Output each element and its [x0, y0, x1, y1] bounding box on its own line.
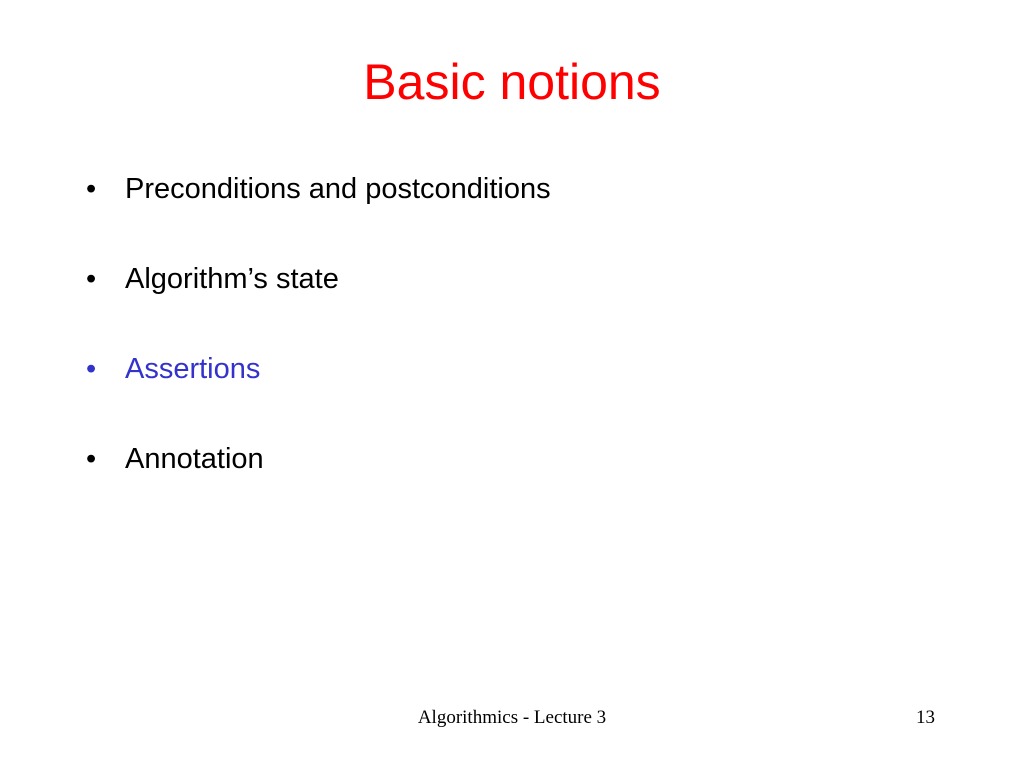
bullet-marker: •: [86, 353, 97, 385]
bullet-text: Annotation: [125, 443, 264, 475]
bullet-marker: •: [86, 173, 97, 205]
bullet-text: Assertions: [125, 353, 261, 385]
footer-lecture-title: Algorithmics - Lecture 3: [417, 707, 607, 728]
bullet-marker: •: [86, 443, 97, 475]
bullet-marker: •: [86, 263, 97, 295]
bullet-text: Preconditions and postconditions: [125, 173, 551, 205]
bullet-text: Algorithm’s state: [125, 263, 339, 295]
slide-title: Basic notions: [363, 54, 661, 110]
footer-page-number: 13: [916, 707, 935, 728]
